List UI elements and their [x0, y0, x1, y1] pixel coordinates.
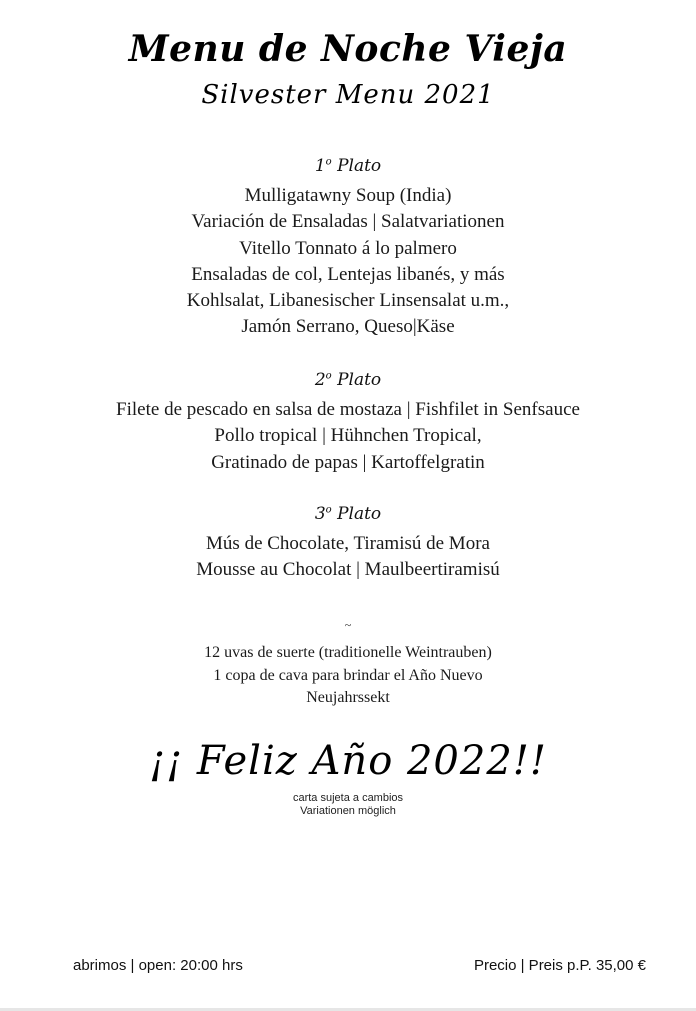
- course-3-heading: [0, 504, 696, 524]
- section-separator: ~: [344, 618, 352, 632]
- ordinal-mark: o: [325, 370, 332, 382]
- dish-item: Mulligatawny Soup (India): [244, 185, 452, 206]
- dish-item: Pollo tropical | Hühnchen Tropical,: [214, 425, 482, 447]
- opening-hours: abrimos | open: 20:00 hrs: [73, 957, 243, 974]
- course-1-dishes: [0, 183, 696, 341]
- course-label: Plato: [337, 156, 382, 176]
- course-3-dishes: [0, 531, 696, 584]
- extra-item: Neujahrssekt: [306, 689, 390, 706]
- menu-title: Menu de Noche Vieja: [128, 28, 568, 70]
- ordinal-mark: o: [325, 156, 332, 168]
- course-number: 1: [314, 156, 326, 176]
- ordinal-mark: o: [325, 504, 332, 516]
- dish-item: Kohlsalat, Libanesischer Linsensalat u.m.,: [186, 290, 510, 312]
- dish-item: Ensaladas de col, Lentejas libanés, y más: [191, 263, 505, 285]
- dish-item: Jamón Serrano, Queso|Käse: [241, 316, 455, 338]
- extra-item: 12 uvas de suerte (traditionelle Weintrauben): [204, 644, 492, 661]
- dish-item: Mús de Chocolate, Tiramisú de Mora: [206, 533, 490, 554]
- dish-item: Filete de pescado en salsa de mostaza | Fishfilet in Senfsauce: [116, 399, 580, 420]
- course-label: Plato: [337, 504, 382, 524]
- course-label: Plato: [337, 370, 382, 390]
- extras-list: [0, 642, 696, 710]
- course-2-heading: [0, 370, 696, 390]
- new-year-greeting: ¡¡ Feliz Año 2022!!: [149, 738, 547, 784]
- price-per-person: Precio | Preis p.P. 35,00 €: [473, 957, 646, 974]
- course-2-dishes: [0, 397, 696, 476]
- course-1-heading: [0, 156, 696, 176]
- course-number: 3: [314, 504, 326, 524]
- menu-subtitle: Silvester Menu 2021: [201, 80, 495, 110]
- dish-item: Gratinado de papas | Kartoffelgratin: [211, 451, 485, 473]
- extra-item: 1 copa de cava para brindar el Año Nuevo: [213, 666, 483, 684]
- dish-item: Variación de Ensaladas | Salatvariationen: [191, 211, 505, 233]
- dish-item: Vitello Tonnato á lo palmero: [239, 237, 457, 259]
- course-number: 2: [314, 370, 326, 390]
- variation-note: Variationen möglich: [300, 805, 396, 817]
- dish-item: Mousse au Chocolat | Maulbeertiramisú: [196, 559, 500, 581]
- change-note: carta sujeta a cambios: [292, 792, 404, 804]
